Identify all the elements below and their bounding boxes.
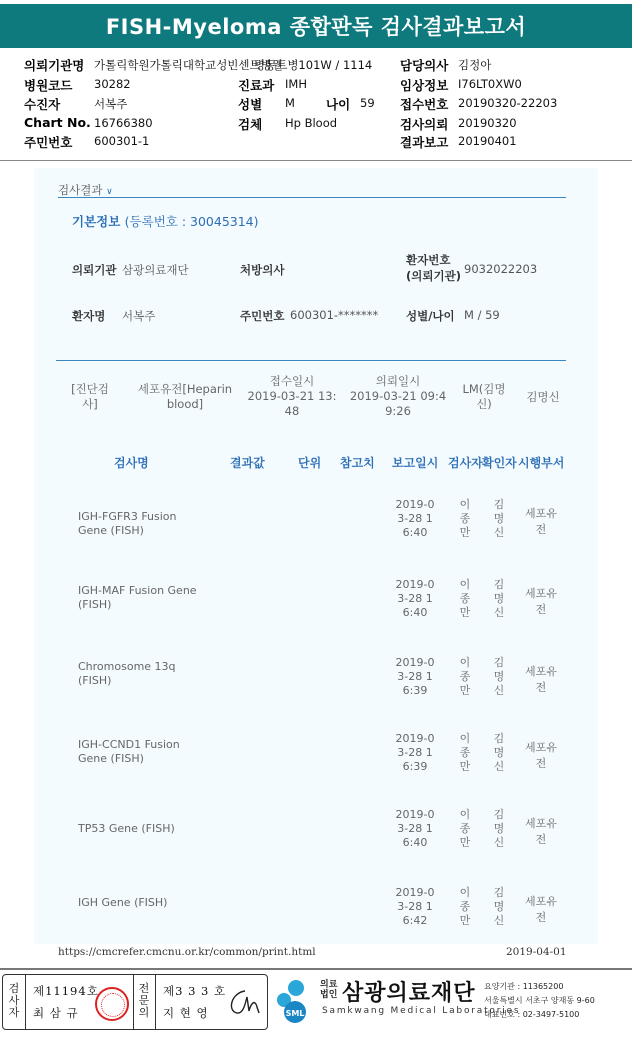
tester-role-label: 검사자 bbox=[8, 982, 20, 1019]
header-label: 병원코드 bbox=[24, 78, 73, 93]
header-value: 16766380 bbox=[94, 116, 153, 130]
tester-license-no: 제11194호 bbox=[33, 984, 99, 998]
department: 세포유전 bbox=[525, 665, 557, 694]
header-value: Hp Blood bbox=[285, 116, 338, 130]
tester-name: 이종만 bbox=[459, 886, 471, 927]
tester-name: 이종만 bbox=[459, 732, 471, 773]
specialist-name: 지 현 영 bbox=[163, 1006, 209, 1020]
summary-text: 2019-03-21 13: bbox=[247, 389, 337, 403]
requested-time bbox=[346, 374, 450, 419]
report-title: FISH-Myeloma 종합판독 검사결과보고서 bbox=[0, 4, 632, 48]
test-name: IGH Gene (FISH) bbox=[78, 896, 168, 909]
box-divider bbox=[133, 975, 134, 1029]
column-header: 검사자 bbox=[448, 456, 483, 470]
summary-text: 세포유전[Heparin bbox=[137, 382, 233, 396]
logo-text: SML bbox=[285, 1009, 305, 1018]
company-info-line: 서울특별시 서초구 양재동 9-60 bbox=[484, 996, 595, 1005]
column-header: 참고치 bbox=[340, 456, 375, 470]
column-header: 보고일시 bbox=[392, 456, 439, 470]
test-name: TP53 Gene (FISH) bbox=[78, 822, 175, 835]
checker-name: 김명신 bbox=[493, 656, 505, 697]
summary-text: 9:26 bbox=[385, 404, 411, 418]
table-row bbox=[34, 728, 598, 788]
table-row bbox=[34, 494, 598, 554]
company-english-name: Samkwang Medical Laboratories bbox=[322, 1006, 521, 1016]
test-name: IGH-MAF Fusion Gene (FISH) bbox=[78, 584, 197, 611]
table-row bbox=[34, 882, 598, 942]
box-divider bbox=[155, 975, 156, 1029]
summary-text: [진단검 bbox=[71, 382, 109, 396]
specialist-license-no: 제3 3 3 호 bbox=[163, 984, 227, 998]
summary-text: 접수일시 bbox=[269, 374, 315, 388]
report-datetime: 2019-03-28 16:40 bbox=[395, 578, 435, 619]
box-divider bbox=[25, 975, 26, 1029]
section-title: 검사결과 bbox=[58, 183, 103, 197]
signature-box bbox=[2, 974, 268, 1030]
info-value: 서복주 bbox=[122, 309, 156, 323]
basic-info-label: 기본정보 bbox=[72, 214, 121, 229]
info-label: 주민번호 bbox=[240, 309, 285, 323]
checker-name: 김명신 bbox=[493, 498, 505, 539]
info-value: 삼광의료재단 bbox=[122, 263, 189, 277]
header-label: 성별 bbox=[238, 97, 263, 112]
company-info-line: 요양기관 : 11365200 bbox=[484, 982, 564, 991]
info-label: (의뢰기관) bbox=[406, 269, 461, 283]
received-time bbox=[240, 374, 344, 419]
header-divider bbox=[0, 160, 632, 161]
header-value: 가톨릭학원가톨릭대학교성빈센트병원 bbox=[94, 58, 283, 72]
header-label: 검사의뢰 bbox=[400, 117, 449, 132]
department: 세포유전 bbox=[525, 895, 557, 924]
column-header: 검사명 bbox=[114, 456, 149, 470]
test-name: IGH-FGFR3 Fusion Gene (FISH) bbox=[78, 510, 177, 537]
summary-text: LM(김명 bbox=[462, 382, 506, 396]
summary-text: 48 bbox=[284, 404, 300, 418]
header-value: 59 bbox=[360, 96, 375, 110]
header-label: 결과보고 bbox=[400, 135, 449, 150]
test-name: Chromosome 13q (FISH) bbox=[78, 660, 176, 687]
department: 세포유전 bbox=[525, 741, 557, 770]
department: 세포유전 bbox=[525, 817, 557, 846]
report-datetime: 2019-03-28 16:42 bbox=[395, 886, 435, 927]
header-label: 담당의사 bbox=[400, 58, 449, 73]
summary-person: 김명신 bbox=[526, 390, 560, 404]
header-label: 주민번호 bbox=[24, 135, 73, 150]
checker-name: 김명신 bbox=[493, 808, 505, 849]
signature bbox=[223, 987, 263, 1019]
summary-text: 사] bbox=[82, 397, 98, 411]
sml-logo-icon bbox=[274, 978, 316, 1024]
header-value: M bbox=[285, 96, 295, 110]
printed-result-page bbox=[0, 164, 632, 964]
header-label: 진료과 bbox=[238, 78, 275, 93]
ward-value: 병동트병101W / 1114 bbox=[254, 58, 373, 72]
column-header: 단위 bbox=[298, 456, 322, 470]
footer-divider bbox=[0, 968, 632, 970]
department: 세포유전 bbox=[525, 587, 557, 616]
header-value: 600301-1 bbox=[94, 134, 150, 148]
tester-name: 이종만 bbox=[459, 498, 471, 539]
print-url: https://cmcrefer.cmcnu.or.kr/common/print.html bbox=[58, 946, 316, 958]
summary-text: 의뢰일시 bbox=[375, 374, 421, 388]
checker-name: 김명신 bbox=[493, 732, 505, 773]
print-date: 2019-04-01 bbox=[506, 946, 567, 958]
info-label: 처방의사 bbox=[240, 263, 285, 277]
chevron-down-icon: ∨ bbox=[106, 187, 113, 197]
section-divider bbox=[58, 197, 566, 198]
info-value: 600301-******* bbox=[290, 308, 379, 322]
checker-name: 김명신 bbox=[493, 578, 505, 619]
header-value: 20190320-22203 bbox=[458, 96, 558, 110]
column-header: 시행부서 bbox=[518, 456, 565, 470]
lm-person bbox=[456, 382, 512, 412]
report-datetime: 2019-03-28 16:40 bbox=[395, 808, 435, 849]
column-header: 확인자 bbox=[482, 456, 517, 470]
result-panel bbox=[34, 168, 598, 944]
report-header bbox=[0, 52, 632, 160]
info-label: 성별/나이 bbox=[406, 309, 455, 323]
report-datetime: 2019-03-28 16:39 bbox=[395, 656, 435, 697]
header-label: 의뢰기관명 bbox=[24, 58, 85, 73]
header-value: IMH bbox=[285, 77, 307, 91]
department: 세포유전 bbox=[525, 507, 557, 536]
header-value: 김정아 bbox=[458, 58, 492, 72]
column-header: 결과값 bbox=[230, 456, 265, 470]
registration-number: (등록번호 : 30045314) bbox=[124, 214, 259, 229]
header-value: 서복주 bbox=[94, 97, 128, 111]
test-name: IGH-CCND1 Fusion Gene (FISH) bbox=[78, 738, 180, 765]
tester-name: 이종만 bbox=[459, 808, 471, 849]
table-row bbox=[34, 652, 598, 712]
info-value: 9032022203 bbox=[464, 262, 538, 276]
header-label: Chart No. bbox=[24, 115, 91, 130]
header-label: 검체 bbox=[238, 117, 263, 132]
info-label: 환자명 bbox=[72, 309, 106, 323]
info-label: 의뢰기관 bbox=[72, 263, 117, 277]
specialist-role-label: 전문의 bbox=[138, 982, 150, 1019]
prefix-line: 법인 bbox=[320, 990, 338, 1000]
official-seal bbox=[95, 987, 129, 1021]
summary-text: 2019-03-21 09:4 bbox=[349, 389, 447, 403]
header-value: I76LT0XW0 bbox=[458, 77, 522, 91]
company-info-line: 대표번호 : 02-3497-5100 bbox=[484, 1010, 580, 1019]
summary-text: 신) bbox=[476, 397, 492, 411]
header-value: 20190401 bbox=[458, 134, 517, 148]
report-datetime: 2019-03-28 16:40 bbox=[395, 498, 435, 539]
company-name: 삼광의료재단 bbox=[342, 981, 476, 1006]
basic-info-title bbox=[72, 212, 259, 230]
tester-name: 최 삼 규 bbox=[33, 1006, 79, 1020]
section-toggle[interactable] bbox=[58, 182, 113, 198]
specimen-type bbox=[130, 382, 240, 412]
prefix-line: 의료 bbox=[320, 980, 338, 990]
info-label: 환자번호 bbox=[406, 253, 451, 267]
header-label: 임상정보 bbox=[400, 78, 449, 93]
section-divider bbox=[56, 360, 566, 361]
table-row bbox=[34, 574, 598, 634]
company-info bbox=[484, 980, 595, 1022]
summary-text: blood] bbox=[166, 397, 204, 411]
checker-name: 김명신 bbox=[493, 886, 505, 927]
company-prefix bbox=[320, 980, 337, 1000]
header-value: 30282 bbox=[94, 77, 131, 91]
table-row bbox=[34, 804, 598, 864]
header-value: 20190320 bbox=[458, 116, 517, 130]
header-label: 나이 bbox=[326, 97, 351, 112]
tester-name: 이종만 bbox=[459, 656, 471, 697]
tester-name: 이종만 bbox=[459, 578, 471, 619]
report-datetime: 2019-03-28 16:39 bbox=[395, 732, 435, 773]
diagnosis-type bbox=[70, 382, 110, 412]
header-label: 접수번호 bbox=[400, 97, 449, 112]
info-value: M / 59 bbox=[464, 308, 500, 322]
header-label: 수진자 bbox=[24, 97, 61, 112]
